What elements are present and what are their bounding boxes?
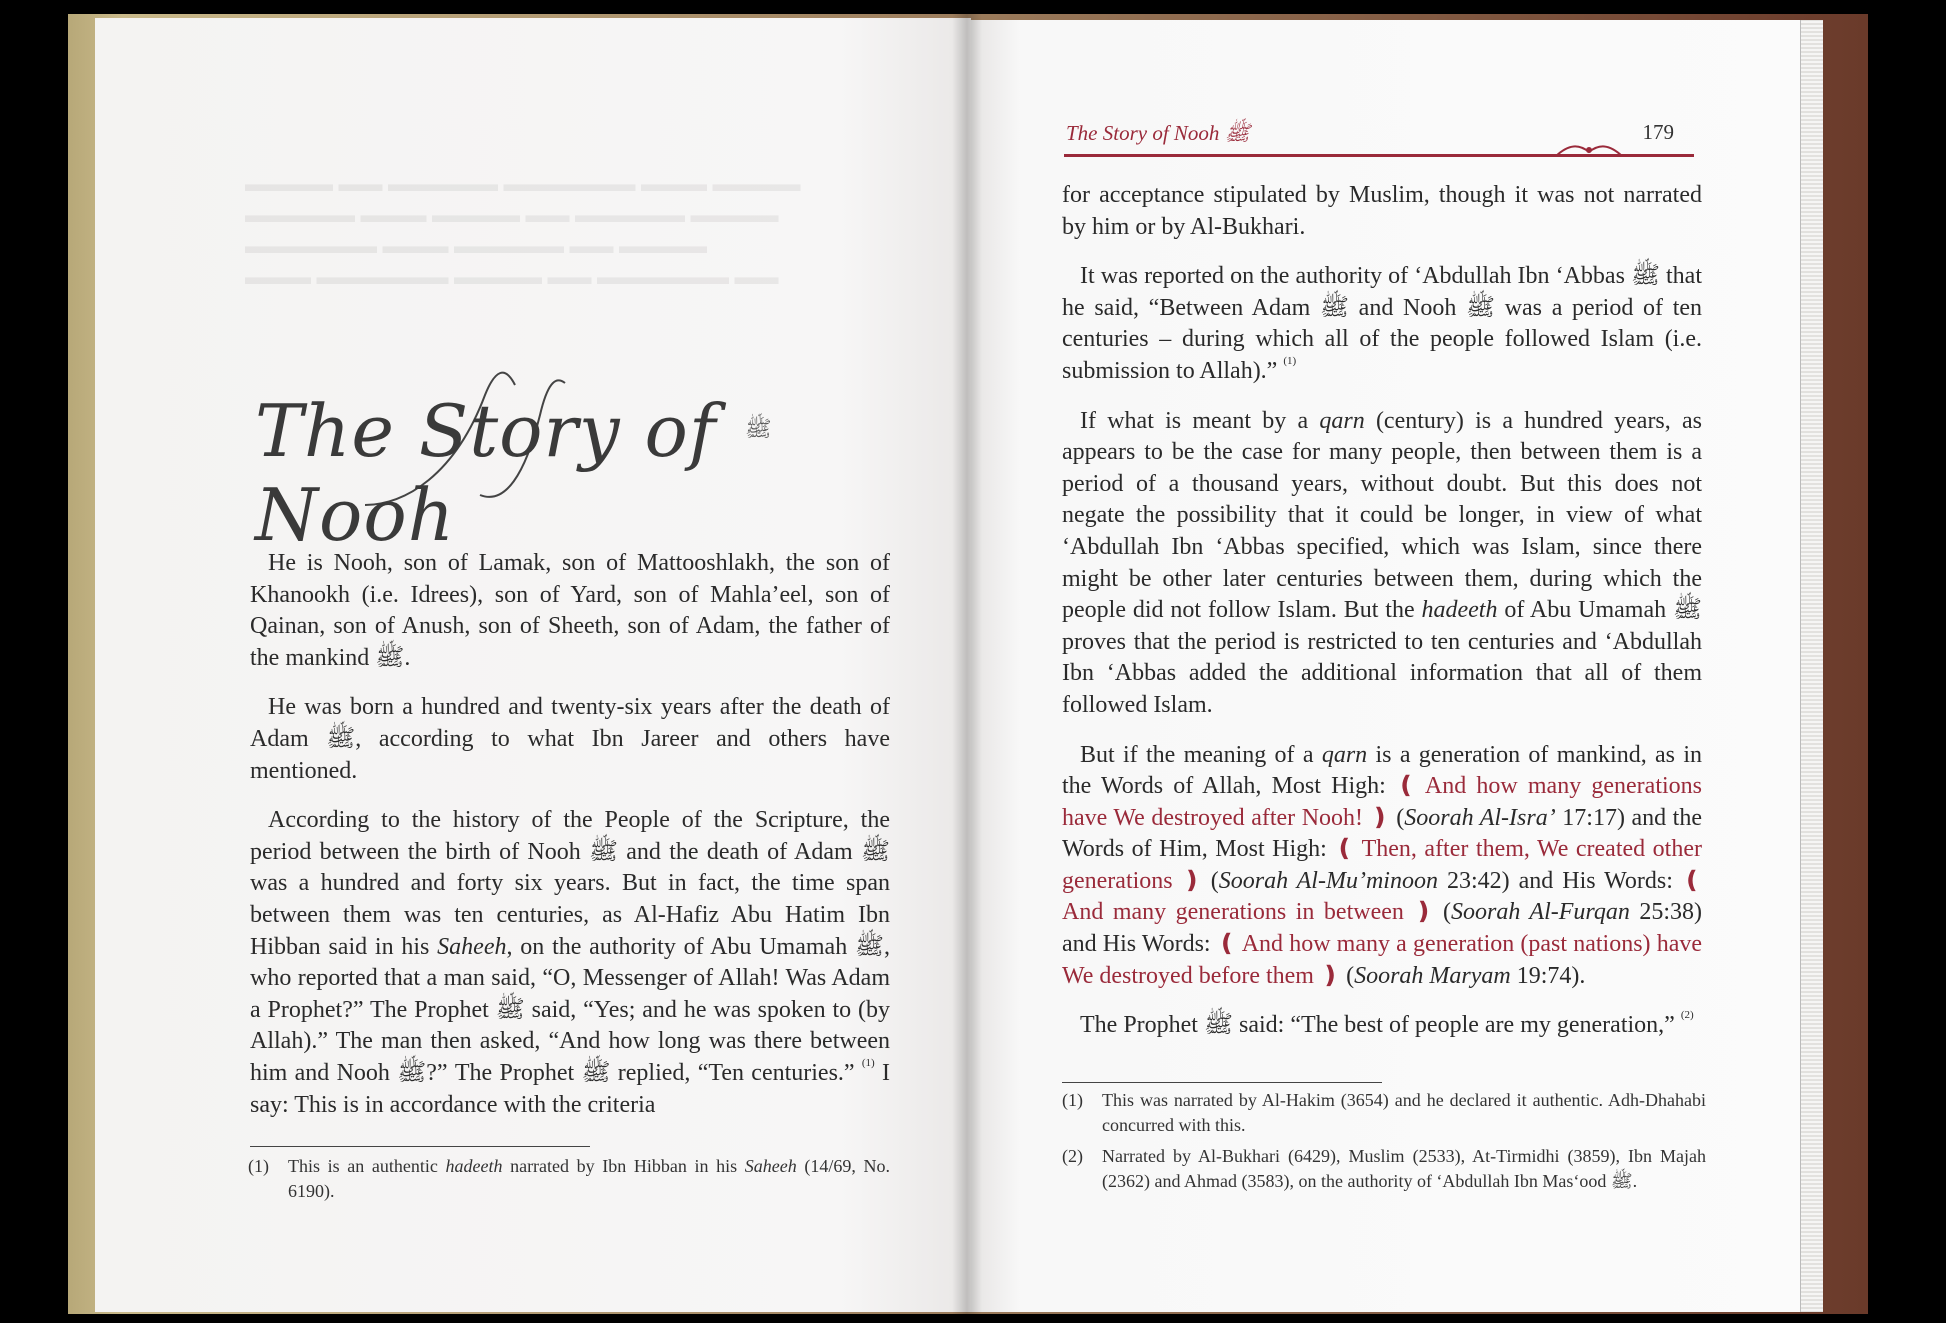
right-paragraph-5: The Prophet ﷺ said: “The best of people are my generation,” $^{(2)}$: [1080, 1009, 1694, 1039]
left-footnote-rule: [250, 1146, 590, 1147]
book-gutter: [952, 14, 982, 1314]
right-body-text: [1062, 180, 1702, 1060]
quran-quote-4: ❪ And how many a generation (past nations) have We destroyed before them ❫: [1062, 931, 1702, 989]
left-paragraph-1: He is Nooh, son of Lamak, son of Mattooshlakh, the son of Khanookh (i.e. Idrees), son of Yard, son of Mahla’eel, son of Qainan, son of Anush, son of Sheeth, son of Adam, the father of the mankind ﷺ.: [250, 550, 890, 671]
right-footnote-rule: [1062, 1082, 1382, 1083]
running-header: [1064, 118, 1694, 168]
right-paragraph-4: But if the meaning of a qarn is a generation of mankind, as in the Words of Allah, Most High: ❪ And how many generations have We destroyed after Nooh! ❫ (Soorah Al-Isra’ 17:17) and the Words of Him, Most High: ❪ Then, after them, We created other generations ❫ (Soorah Al-Mu’minoon 23:42) and His Words: ❪ And many generations in between ❫ (Soorah Al-Furqan 25:38) and His Words: ❪ And how many a generation (past nations) have We destroyed before them ❫ (Soorah Maryam 19:74).: [1062, 741, 1703, 989]
left-body-text: [250, 548, 890, 1139]
left-footnote-1: (1) This is an authentic hadeeth narrated by Ibn Hibban in his Saheeh (14/69, No. 6190).: [248, 1156, 891, 1201]
page-edges: [1800, 20, 1823, 1312]
left-footnotes: [248, 1154, 890, 1210]
chapter-title-text: The Story of Nooh: [255, 389, 717, 557]
page-number: 179: [1642, 120, 1674, 144]
right-paragraph-2: It was reported on the authority of ‘Abdullah Ibn ‘Abbas ﷺ that he said, “Between Adam ﷺ and Nooh ﷺ was a period of ten centuries – during which all of the people followed Islam (i.e. submission to Allah).” $^{(1)}$: [1062, 263, 1703, 384]
header-title: The Story of Nooh ﷺ: [1066, 121, 1251, 145]
right-paragraph-3: If what is meant by a qarn (century) is a hundred years, as appears to be the case for many people, then between them is a period of a thousand years, without doubt. But this does not negate the possibility that it could be longer, in view of what ‘Abdullah Ibn ‘Abbas specified, which was Islam, since there might be other later centuries between them, during which the people did not follow Islam. But the hadeeth of Abu Umamah ﷺ proves that the period is restricted to ten centuries and ‘Abdullah Ibn ‘Abbas added the additional information that all of them followed Islam.: [1062, 407, 1703, 718]
right-footnote-2: (2) Narrated by Al-Bukhari (6429), Muslim (2533), At-Tirmidhi (3859), Ibn Majah (2362) and Ahmad (3583), on the authority of ‘Abdullah Ibn Mas‘ood ﷺ.: [1062, 1146, 1706, 1191]
left-paragraph-2: He was born a hundred and twenty-six years after the death of Adam ﷺ, according to what Ibn Jareer and others have mentioned.: [250, 694, 890, 784]
chapter-honorific: ﷺ: [745, 416, 772, 441]
right-paragraph-1: for acceptance stipulated by Muslim, though it was not narrated by him or by Al-Bukhari.: [1062, 182, 1702, 240]
quran-quote-1: ❪ And how many generations have We destroyed after Nooh! ❫: [1062, 773, 1702, 831]
left-paragraph-3: According to the history of the People of the Scripture, the period between the birth of Nooh ﷺ and the death of Adam ﷺ was a hundred and forty six years. But in fact, the time span between them was ten centuries, as Al-Hafiz Abu Hatim Ibn Hibban said in his Saheeh, on the authority of Abu Umamah ﷺ, who reported that a man said, “O, Messenger of Allah! Was Adam a Prophet?” The Prophet ﷺ said, “Yes; and he was spoken to (by Allah).” The man then asked, “And how long was there between him and Nooh ﷺ?” The Prophet ﷺ replied, “Ten centuries.” $^{(1)}$ I say: This is in accordance with the criteria: [250, 807, 891, 1118]
quran-quote-3: ❪ And many generations in between ❫: [1062, 867, 1703, 926]
quran-quote-2: ❪ Then, after them, We created other generations ❫: [1062, 836, 1702, 894]
bleed-through-text: ▬▬▬▬ ▬▬ ▬▬▬▬▬ ▬▬▬▬▬▬ ▬▬▬ ▬▬▬▬ ▬▬▬▬▬ ▬▬▬ ▬▬▬▬ ▬▬ ▬▬▬▬▬ ▬▬▬▬ ▬▬▬▬▬▬ ▬▬▬ ▬▬▬▬▬ ▬▬ ▬▬▬▬ ▬▬▬ ▬▬▬▬▬▬ ▬▬▬▬ ▬▬ ▬▬▬▬▬▬ ▬▬: [245, 171, 801, 289]
right-footnotes: [1062, 1088, 1706, 1200]
header-ornament-icon: [1554, 140, 1624, 160]
chapter-title: [255, 355, 895, 557]
right-footnote-1: (1) This was narrated by Al-Hakim (3654) and he declared it authentic. Adh-Dhahabi concurred with this.: [1062, 1090, 1706, 1135]
